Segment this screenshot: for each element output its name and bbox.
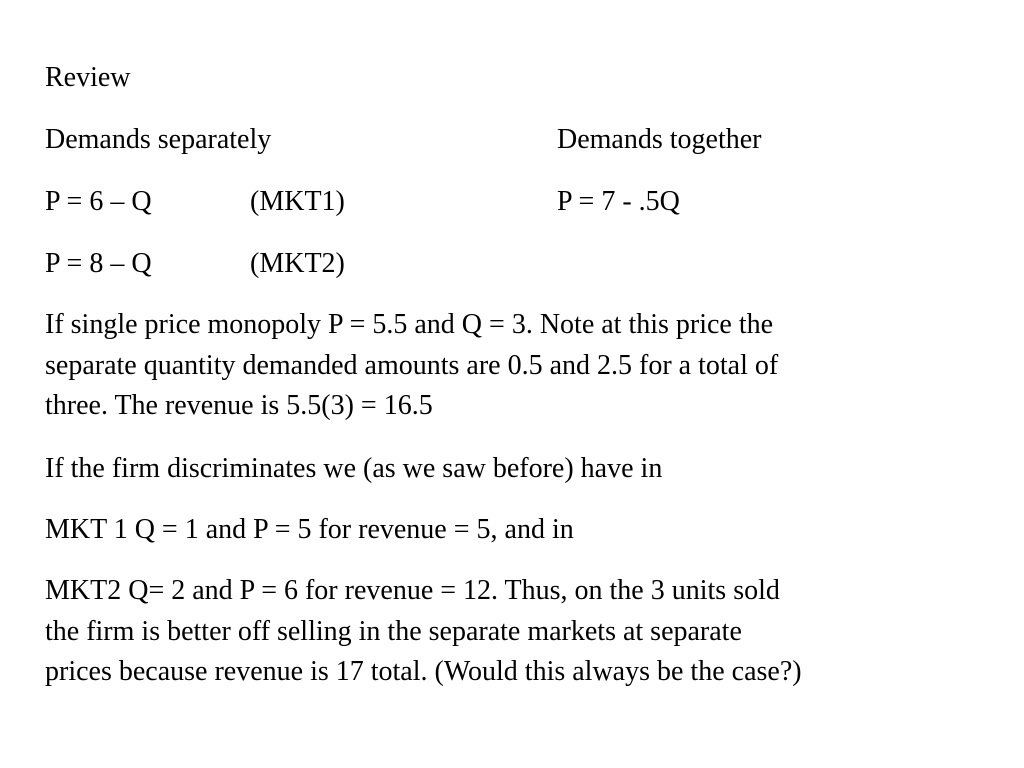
paragraph-line: If single price monopoly P = 5.5 and Q = 3. Note at this price the <box>45 309 774 340</box>
mkt2-equation: P = 8 – Q <box>45 248 152 279</box>
paragraph-line: the firm is better off selling in the separate markets at separate <box>45 615 742 647</box>
paragraph-line: three. The revenue is 5.5(3) = 16.5 <box>45 390 433 421</box>
single-price-paragraph <box>45 305 985 427</box>
paragraph-line: prices because revenue is 17 total. (Would this always be the case?) <box>45 656 802 687</box>
slide-title: Review <box>45 62 131 93</box>
mkt2-result-paragraph <box>45 571 985 693</box>
demands-separately-heading: Demands separately <box>45 124 272 155</box>
paragraph-line: separate quantity demanded amounts are 0.5 and 2.5 for a total of <box>45 349 779 381</box>
together-equation: P = 7 - .5Q <box>557 186 680 217</box>
mkt2-label: (MKT2) <box>250 248 345 279</box>
paragraph-line: MKT2 Q= 2 and P = 6 for revenue = 12. Thus, on the 3 units sold <box>45 575 780 606</box>
mkt1-label: (MKT1) <box>250 186 345 217</box>
mkt1-equation: P = 6 – Q <box>45 186 152 217</box>
mkt1-result-paragraph: MKT 1 Q = 1 and P = 5 for revenue = 5, and in <box>45 514 574 545</box>
demands-together-heading: Demands together <box>557 124 762 155</box>
discriminates-paragraph: If the firm discriminates we (as we saw before) have in <box>45 453 663 484</box>
